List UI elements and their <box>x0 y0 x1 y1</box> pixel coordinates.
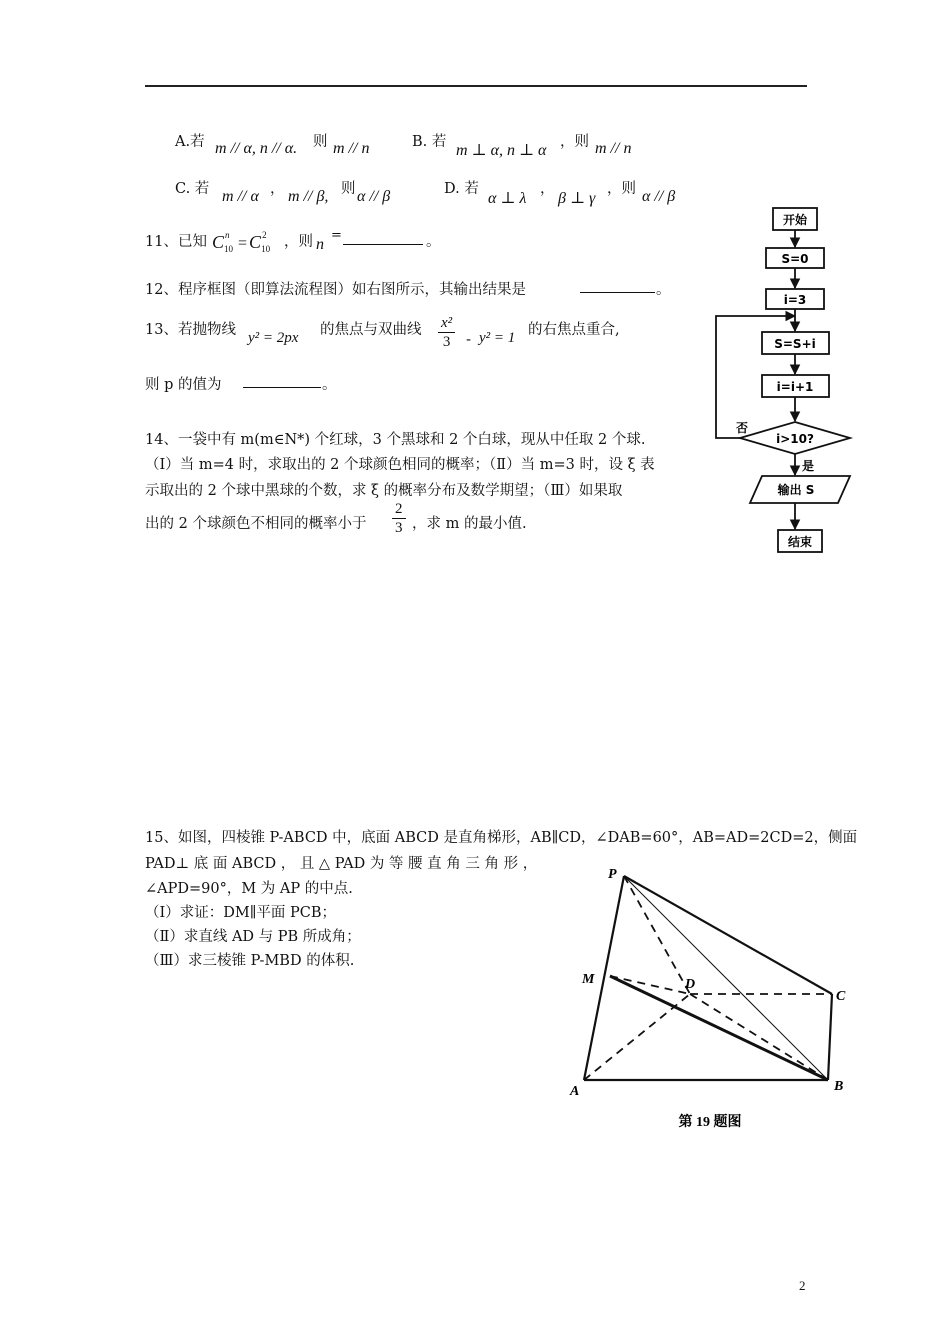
q13-end: 。 <box>322 377 337 393</box>
q12-answer <box>580 278 655 297</box>
q13-frac-den: 3 <box>442 334 451 350</box>
q14-frac-num: 2 <box>392 500 406 519</box>
option-b-then: ，则 <box>560 134 589 150</box>
q15-part1: （Ⅰ）求证：DM∥平面 PCB； <box>145 905 337 921</box>
option-c-math1: m // α <box>222 188 259 205</box>
q11-var: n <box>316 236 324 253</box>
q11-lhs-sup: n <box>225 230 230 240</box>
header-rule <box>145 85 807 87</box>
q15-part3: （Ⅲ）求三棱锥 P-MBD 的体积. <box>145 953 355 969</box>
q15-line2: PAD⊥ 底 面 ABCD ， 且 △ PAD 为 等 腰 直 角 三 角 形 ， <box>145 856 538 872</box>
q12-end: 。 <box>656 282 671 298</box>
flowchart <box>700 200 860 560</box>
option-c-then: 则 <box>341 181 356 197</box>
q15-line3: ∠APD=90°，M 为 AP 的中点. <box>145 881 353 897</box>
flow-end-text: 结束 <box>787 535 813 549</box>
option-c-math2: m // β, <box>288 188 329 205</box>
q11-eq: = <box>238 235 248 252</box>
q11-prefix: 11、已知 <box>145 234 207 250</box>
option-d-label: D. 若 <box>444 181 479 197</box>
edge-cb <box>828 994 832 1080</box>
option-d-sep: ， <box>540 181 555 197</box>
q11-end: 。 <box>426 234 441 250</box>
q11-formula: C n 10 = C 2 10 <box>212 230 271 254</box>
flow-yes-text: 是 <box>802 459 815 473</box>
edge-ad <box>584 994 690 1080</box>
option-d-then: ，则 <box>607 181 636 197</box>
q11-eq2: = <box>331 228 342 243</box>
label-p: P <box>608 867 617 882</box>
q13-answer <box>243 373 321 392</box>
q13-fraction <box>438 314 455 351</box>
option-d-math1: α ⊥ λ <box>488 190 527 207</box>
q13-mid: 的焦点与双曲线 <box>320 322 422 338</box>
edge-pc <box>624 876 832 994</box>
option-c-label: C. 若 <box>175 181 210 197</box>
option-b-label: B. 若 <box>412 134 447 150</box>
q11-rhs-sup: 2 <box>262 230 267 240</box>
q13-minus: - <box>466 330 472 348</box>
q13-suffix: 的右焦点重合, <box>528 322 620 338</box>
flow-sum-text: S=S+i <box>774 337 816 351</box>
edge-md <box>610 976 690 994</box>
flow-no-text: 否 <box>736 421 749 435</box>
flow-out-text: 输出 S <box>777 483 815 497</box>
edge-mb <box>610 976 828 1080</box>
flow-s0-text: S=0 <box>781 252 809 266</box>
q11-mid: ，则 <box>284 234 313 250</box>
figure-caption: 第 19 题图 <box>678 1115 742 1130</box>
q15-part2: （Ⅱ）求直线 AD 与 PB 所成角； <box>145 929 361 945</box>
option-a-result: m // n <box>333 140 370 157</box>
option-c-sep: ， <box>270 181 285 197</box>
label-a: A <box>570 1084 580 1099</box>
option-b-result: m // n <box>595 140 632 157</box>
option-d-result: α // β <box>642 188 676 205</box>
option-a-math: m // α, n // α. <box>215 140 298 157</box>
q15-line1: 15、如图，四棱锥 P-ABCD 中，底面 ABCD 是直角梯形，AB∥CD，∠DAB=60°，AB=AD=2CD=2，侧面 <box>145 830 858 846</box>
q11-rhs-sub: 10 <box>261 244 271 254</box>
flow-start-text: 开始 <box>782 213 808 227</box>
q13-prefix: 13、若抛物线 <box>145 322 236 338</box>
page-number: 2 <box>799 1278 806 1293</box>
option-c-result: α // β <box>357 188 391 205</box>
q12-text: 12、程序框图（即算法流程图）如右图所示，其输出结果是 <box>145 282 526 298</box>
flow-cond-text: i>10? <box>776 432 814 446</box>
q13-parabola: y² = 2px <box>248 330 299 346</box>
flow-inc-text: i=i+1 <box>776 380 814 394</box>
q11-answer <box>343 230 423 249</box>
flow-i3-text: i=3 <box>783 293 807 307</box>
option-b-math: m ⊥ α, n ⊥ α <box>456 142 547 159</box>
pyramid-figure <box>560 856 860 1136</box>
q14-line3: 示取出的 2 个球中黑球的个数，求 ξ 的概率分布及数学期望；（Ⅲ）如果取 <box>145 483 623 499</box>
label-b: B <box>834 1079 844 1094</box>
q14-fraction <box>392 500 406 537</box>
edge-db <box>690 994 828 1080</box>
label-m: M <box>582 972 595 987</box>
label-c: C <box>836 989 846 1004</box>
q14-line4b: ，求 m 的最小值. <box>412 516 527 532</box>
q11-lhs-sub: 10 <box>224 244 234 254</box>
option-d-math2: β ⊥ γ <box>558 190 596 207</box>
q13-frac-num: x² <box>438 314 455 333</box>
q14-frac-den: 3 <box>395 520 403 536</box>
q14-line2: （Ⅰ）当 m=4 时，求取出的 2 个球颜色相同的概率；（Ⅱ）当 m=3 时，设 ξ 表 <box>145 457 655 473</box>
q14-line4a: 出的 2 个球颜色不相同的概率小于 <box>145 516 367 532</box>
option-a-then: 则 <box>313 134 328 150</box>
q13-rest: y² = 1 <box>479 330 516 346</box>
label-d: D <box>685 977 696 992</box>
q14-line1: 14、一袋中有 m(m∈N*) 个红球，3 个黑球和 2 个白球，现从中任取 2 个球. <box>145 432 646 448</box>
edge-pb <box>624 876 828 1080</box>
q13-line2: 则 p 的值为 <box>145 377 222 393</box>
option-a-label: A.若 <box>175 134 205 150</box>
option-a <box>175 130 205 151</box>
